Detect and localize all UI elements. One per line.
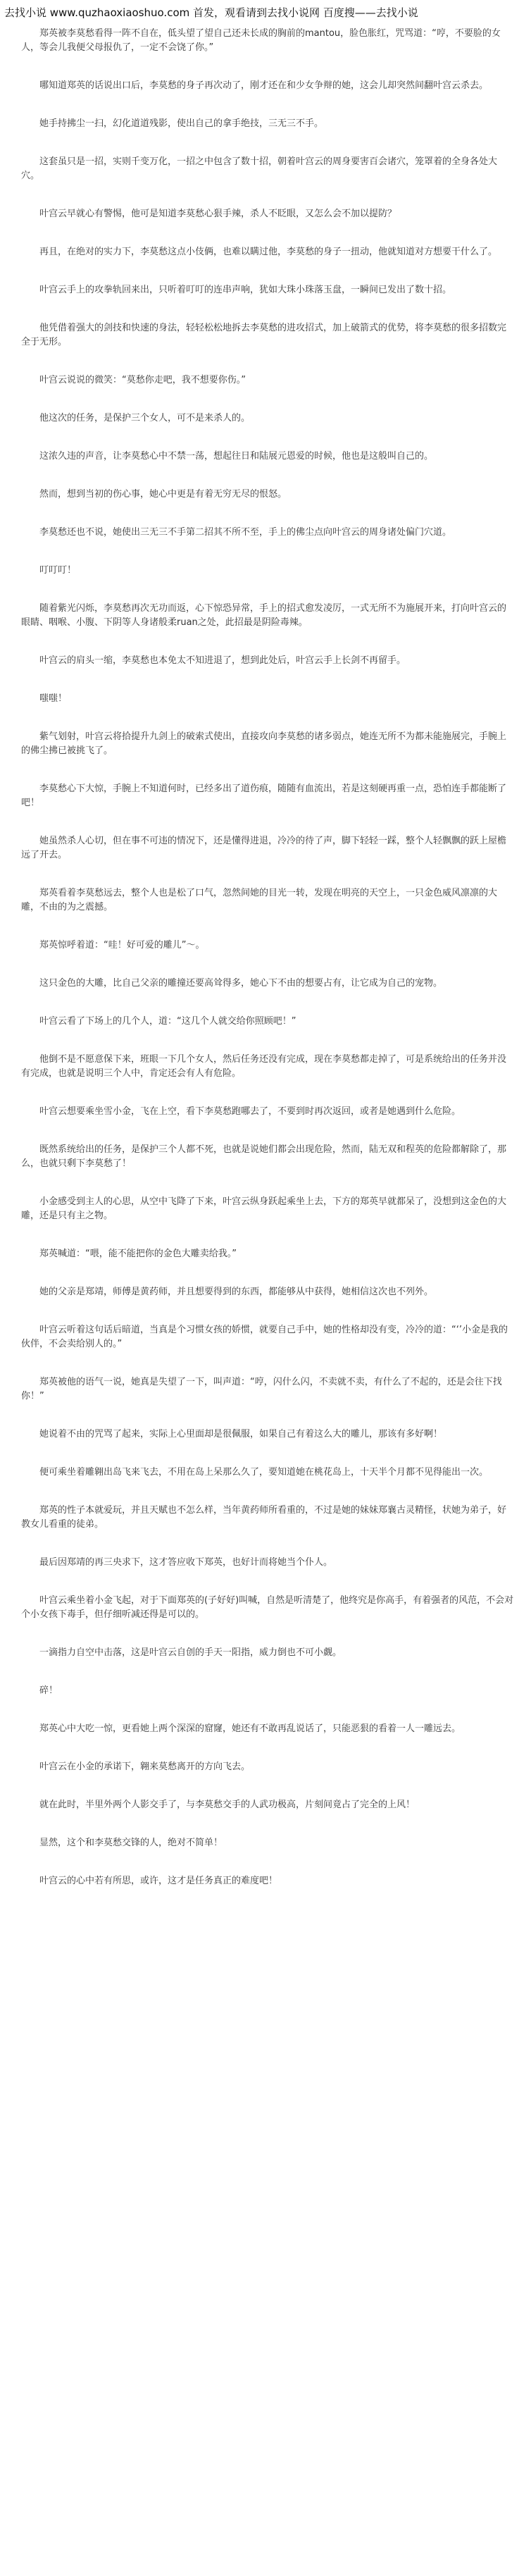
paragraph [21,1556,514,1570]
paragraph [21,321,514,349]
paragraph-text: 这套虽只是一招，实则千变万化，一招之中包含了数十招，朝着叶宫云的周身要害百会诸穴，笼罩着的全身各处大穴。 [21,156,498,181]
paragraph-text: 显然，这个和李莫愁交锋的人，绝对不简单！ [39,1838,223,1848]
paragraph [21,939,514,953]
paragraph-text: 李莫愁还也不说，她使出三无三不手第二招其不所不至，手上的佛尘点向叶宫云的周身诸处偏门穴道。 [39,527,452,538]
paragraph-text: 她手持拂尘一扫，幻化道道残影，使出自己的拿手绝技，三无三不手。 [39,118,324,129]
paragraph-text: 李莫愁心下大惊，手腕上不知道何时，已经多出了道伤痕，随随有血流出，若是这刻硬再重一点，恐怕连手都能断了吧！ [21,784,507,808]
paragraph [21,1375,514,1404]
paragraph-text: 紫气划射，叶宫云将拾提升九剑上的破索式使出，直接攻向李莫愁的诸多弱点，她连无所不为都未能施展完，手腕上的佛尘拂已被挑飞了。 [21,731,507,756]
paragraph [21,79,514,93]
paragraph [21,207,514,221]
paragraph [21,1594,514,1622]
paragraph [21,1646,514,1660]
paragraph-text: 哪知道郑英的话说出口后，李莫愁的身子再次动了，刚才还在和少女争辩的她，这会儿却突然间翻叶宫云杀去。 [39,80,489,91]
paragraph [21,450,514,464]
paragraph-text: 叶宫云说说的微笑：“莫愁你走吧，我不想要你伤。” [39,375,246,385]
paragraph-text: 郑英惊呼着道：“哇！好可爱的雕儿”～。 [39,940,205,950]
site-header: 去找小说 www.quzhaoxiaoshuo.com 首发，观看请到去找小说网 百度搜——去找小说 [4,6,418,19]
paragraph-text: 郑英被他的语气一说，她真是失望了一下，叫声道：“哼，闪什么闪，不卖就不卖，有什么了不起的，还是会往下找你！” [21,1377,502,1401]
paragraph [21,1323,514,1351]
paragraph-text: 叶宫云看了下场上的几个人，道：“这几个人就交给你照顾吧！” [39,1016,296,1027]
paragraph-text: 然而，想到当初的伤心事，她心中更是有着无穷无尽的恨怒。 [39,489,287,500]
paragraph [21,1684,514,1698]
paragraph [21,886,514,915]
paragraph-text: 她虽然杀人心切，但在事不可违的情况下，还是懂得进退，冷冷的待了声，脚下轻轻一踩，整个人轻飘飘的跃上屋檐远了开去。 [21,836,507,860]
paragraph [21,1874,514,1888]
paragraph-text: 再且，在绝对的实力下，李莫愁这点小伎俩，也难以瞒过他，李莫愁的身子一扭动，他就知道对方想要干什么了。 [39,247,498,257]
paragraph-text: 他倒不是不愿意保下来，班眼一下几个女人，然后任务还没有完成，现在李莫愁都走掉了，可是系统给出的任务并没有完成，也就是说明三个人中，肯定还会有人有危险。 [21,1054,507,1079]
paragraph-text: 他这次的任务，是保护三个女人，可不是来杀人的。 [39,413,251,423]
paragraph-text: 叶宫云在小金的承诺下，翱来莫愁离开的方向飞去。 [39,1761,251,1772]
paragraph [21,1836,514,1850]
paragraph [21,411,514,426]
paragraph-text: 叮叮叮！ [39,565,77,576]
paragraph [21,526,514,540]
chapter-body [21,27,514,1912]
paragraph [21,1428,514,1442]
paragraph-text: 她说着不由的咒骂了起来，实际上心里面却是很佩服，如果自己有着这么大的雕儿，那该有多好啊！ [39,1429,443,1439]
paragraph-text: 郑英喊道：“喂，能不能把你的金色大雕卖给我。” [39,1249,237,1259]
paragraph-text: 郑英的性子本就爱玩，并且天赋也不怎么样，当年黄药师所看重的，不过是她的妹妹郑襄古灵精怪，状她为弟子，好教女儿看重的徒弟。 [21,1505,507,1530]
paragraph-text: 郑英看着李莫愁远去，整个人也是松了口气，忽然间她的目光一转，发现在明亮的天空上，一只金色威风凛凛的大雕，不由的为之震撼。 [21,888,498,912]
paragraph [21,1722,514,1736]
paragraph-text: 嗤嗤！ [39,693,68,704]
paragraph [21,283,514,297]
paragraph [21,1466,514,1480]
paragraph-text: 这浓久违的声音，让李莫愁心中不禁一荡，想起往日和陆展元恩爱的时候，他也是这般叫自己的。 [39,451,434,462]
paragraph-text: 最后因郑靖的再三央求下，这才答应收下郑英，也好计而将她当个仆人。 [39,1557,333,1568]
paragraph-text: 既然系统给出的任务，是保护三个人都不死，也就是说她们都会出现危险，然而，陆无双和程英的危险都解除了，那么，也就只剩下李莫愁了！ [21,1144,507,1169]
paragraph-text: 随着紫光闪烁，李莫愁再次无功而返，心下惊恐异常，手上的招式愈发凌厉，一式无所不为施展开来，打向叶宫云的眼睛、咽喉、小腹、下阴等人身诸般柔ruan之处，此招最是阴险毒辣。 [21,603,507,628]
paragraph [21,1143,514,1171]
paragraph-text: 叶宫云的心中若有所思，或许，这才是任务真正的难度吧！ [39,1876,278,1886]
paragraph [21,1504,514,1532]
paragraph-text: 郑英心中大吃一惊，更看她上两个深深的窟窿，她还有不敢再乱说话了，只能恶狠的看着一人一雕远去。 [39,1723,461,1734]
paragraph [21,245,514,259]
paragraph-text: 叶宫云的肩头一缩，李莫愁也本免太不知进退了，想到此处后，叶宫云手上长剑不再留手。 [39,655,406,666]
paragraph [21,834,514,862]
paragraph-text: 叶宫云早就心有警惕，他可是知道李莫愁心狠手辣，杀人不眨眼，又怎么会不加以提防？ [39,209,397,219]
paragraph [21,155,514,183]
paragraph-text: 郑英被李莫愁看得一阵不自在，低头望了望自己还未长成的胸前的mantou，脸色胀红，咒骂道：“哼，不要脸的女人，等会儿我便父母报仇了，一定不会饶了你。” [21,28,501,53]
paragraph-text: 这只金色的大雕，比自己父亲的雕撞还要高耸得多，她心下不由的想要占有，让它成为自己的宠物。 [39,978,443,989]
paragraph-text: 叶宫云乘坐着小金飞起，对于下面郑英的(子好好)叫喊，自然是听清楚了，他终究是你高手，有着强者的风范，不会对个小女孩下毒手，但仔细听减还得是可以的。 [21,1595,514,1620]
paragraph [21,564,514,578]
paragraph [21,1285,514,1299]
paragraph [21,1053,514,1081]
paragraph [21,782,514,810]
paragraph-text: 她的父亲是郑靖，师傅是黄药师，并且想要得到的东西，都能够从中获得，她相信这次也不列外。 [39,1287,434,1297]
paragraph-text: 叶宫云手上的攻拳轨回来出，只听着叮叮的连串声响，犹如大珠小珠落玉盘，一瞬间已发出了数十招。 [39,285,452,295]
paragraph [21,373,514,388]
paragraph [21,602,514,630]
paragraph [21,1195,514,1223]
paragraph [21,654,514,668]
paragraph [21,1015,514,1029]
paragraph [21,1798,514,1812]
paragraph [21,977,514,991]
paragraph-text: 叶宫云听着这句话后暗道，当真是个习惯女孩的娇惯，就要自己手中，她的性格却没有变，冷冷的道：“‘’小金是我的伙伴，不会卖给别人的。” [21,1325,508,1349]
paragraph [21,1247,514,1261]
paragraph-text: 他凭借着强大的剑技和快速的身法，轻轻松松地拆去李莫愁的进攻招式，加上破箭式的优势，将李莫愁的很多招数完全于无形。 [21,323,507,347]
paragraph [21,27,514,55]
paragraph [21,1760,514,1774]
paragraph-text: 便可乘坐着雕翱出岛飞来飞去，不用在岛上呆那么久了，要知道她在桃花岛上，十天半个月都不见得能出一次。 [39,1467,489,1478]
paragraph [21,488,514,502]
paragraph-text: 就在此时，半里外两个人影交手了，与李莫愁交手的人武功极高，片刻间竟占了完全的上风！ [39,1800,416,1810]
paragraph [21,730,514,758]
paragraph-text: 小金感受到主人的心思，从空中飞降了下来，叶宫云纵身跃起乘坐上去，下方的郑英早就都呆了，没想到这金色的大雕，还是只有主之物。 [21,1196,507,1221]
paragraph-text: 碎！ [39,1685,58,1696]
paragraph-text: 一滴指力自空中击落，这是叶宫云自创的手天一阳指，威力倒也不可小觑。 [39,1647,342,1658]
paragraph [21,1105,514,1119]
paragraph-text: 叶宫云想要乘坐雪小金，飞在上空，看下李莫愁跑哪去了，不要到时再次返回，或者是她遇到什么危险。 [39,1106,461,1117]
paragraph [21,692,514,706]
paragraph [21,117,514,131]
